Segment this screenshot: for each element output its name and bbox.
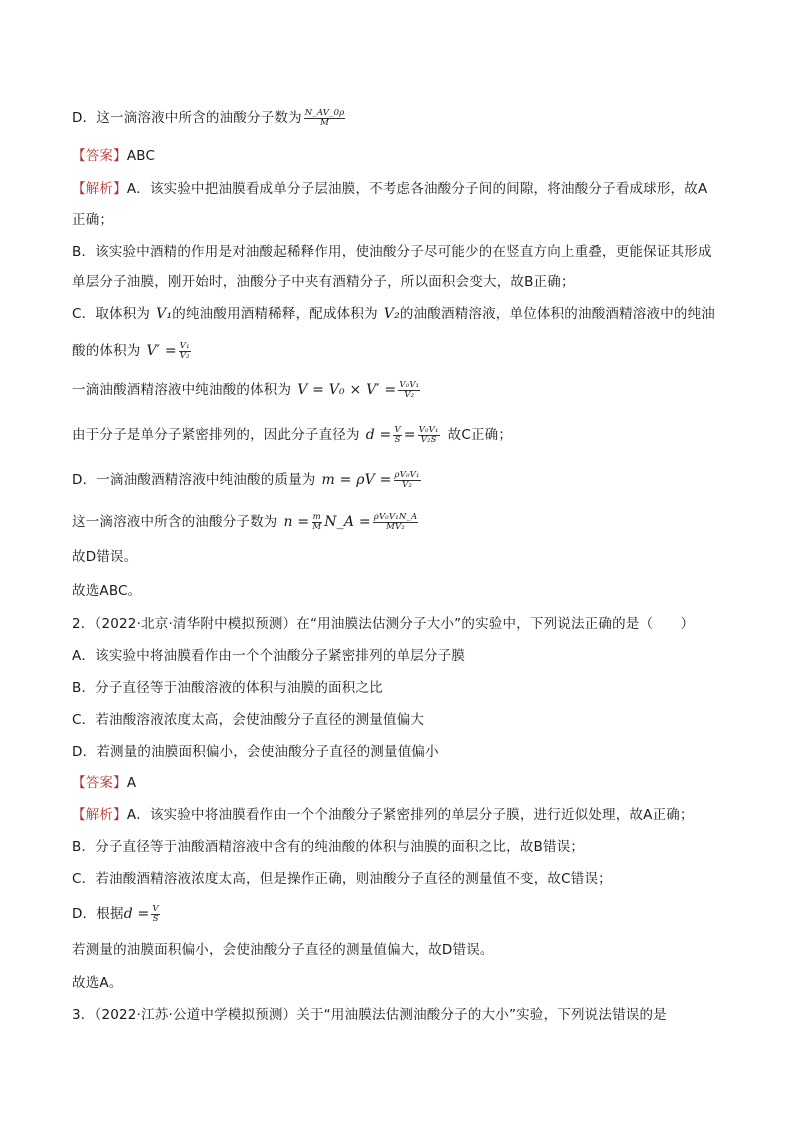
q2-analysis-b: B．分子直径等于油酸酒精溶液中含有的纯油酸的体积与油膜的面积之比，故B错误； (72, 839, 585, 855)
math-fraction: $\frac{V}{S}$ (394, 424, 401, 445)
q1-analysis-c-line2: 酸的体积为 V′ = $\frac{\text{V₁}}{\text{V₂}}$ (72, 340, 190, 361)
math-expression: n = (283, 514, 310, 530)
analysis-tag: 【解析】 (72, 181, 127, 197)
q1-option-d (72, 108, 347, 128)
q1-conclusion: 故选ABC。 (72, 583, 142, 599)
math-v1: V₁ (156, 306, 173, 322)
q1-answer (72, 146, 155, 166)
q1-option-d-fraction: $\frac{N\_AV\_0\rho}{M}$ (304, 107, 345, 128)
q2-analysis-a: 【解析】A．该实验中将油膜看作由一个个油酸分子紧密排列的单层分子膜，进行近似处理，故A正确； (72, 807, 694, 823)
math-fraction: $\frac{V}{S}$ (152, 903, 159, 924)
q1-analysis-d-line2: 这一滴溶液中所含的油酸分子数为 n = $\frac{m}{M}$ N_A = $\frac{\text{ρV₀V₁N\_A}}{\text{MV₂}}$ (72, 511, 418, 532)
math-fraction: $\frac{\text{V₀V₁}}{\text{V₂S}}$ (418, 424, 439, 445)
math-fraction: $\frac{m}{M}$ (312, 511, 322, 532)
math-fraction: $\frac{\text{V₀V₁}}{\text{V₂}}$ (399, 379, 420, 400)
q2-answer (72, 773, 136, 793)
q3-stem: 3．（2022·江苏·公道中学模拟预测）关于“用油膜法估测油酸分子的大小”实验，下列说法错误的是 (72, 1007, 667, 1023)
math-expression: V′ = (146, 343, 177, 359)
q1-analysis-b-line1: B．该实验中酒精的作用是对油酸起稀释作用，使油酸分子尽可能少的在竖直方向上重叠，更能保证其形成 (72, 244, 712, 260)
math-fraction: $\frac{\text{V₁}}{\text{V₂}}$ (179, 340, 190, 361)
q1-analysis-d-line3: 故D错误。 (72, 549, 138, 565)
q1-analysis-d-line1: D．一滴油酸酒精溶液中纯油酸的质量为 m = ρV = $\frac{\text{ρV₀V₁}}{\text{V₂}}$ (72, 469, 420, 490)
q1-analysis-b-line2: 单层分子油膜，刚开始时，油酸分子中夹有酒精分子，所以面积会变大，故B正确； (72, 274, 575, 290)
math-fraction: $\frac{\text{ρV₀V₁}}{\text{V₂}}$ (394, 469, 420, 490)
q2-option-c: C．若油酸溶液浓度太高，会使油酸分子直径的测量值偏大 (72, 712, 425, 728)
q2-conclusion: 故选A。 (72, 975, 123, 991)
math-expression: V = V₀ × V′ = (297, 382, 397, 398)
math-expression: d = (365, 427, 392, 443)
math-expression: d = (123, 906, 150, 922)
math-expression: m = ρV = (321, 472, 392, 488)
q1-analysis-c-line1: C．取体积为 V₁的纯油酸用酒精稀释，配成体积为 V₂的油酸酒精溶液，单位体积的油酸酒精溶液中的纯油 (72, 306, 715, 322)
q1-analysis-c-line4: 由于分子是单分子紧密排列的，因此分子直径为 d = $\frac{V}{S}$ = $\frac{\text{V₀V₁}}{\text{V₂S}}$ 故C正确； (72, 424, 513, 445)
math-fraction: $\frac{\text{ρV₀V₁N\_A}}{\text{MV₂}}$ (373, 511, 418, 532)
q2-analysis-c: C．若油酸酒精溶液浓度太高，但是操作正确，则油酸分子直径的测量值不变，故C错误； (72, 871, 612, 887)
q2-option-d: D．若测量的油膜面积偏小，会使油酸分子直径的测量值偏小 (72, 744, 439, 760)
q2-analysis-d: D．根据d = $\frac{V}{S}$ (72, 903, 159, 924)
q2-option-a: A．该实验中将油膜看作由一个个油酸分子紧密排列的单层分子膜 (72, 648, 466, 664)
analysis-tag: 【解析】 (72, 807, 127, 823)
math-v2: V₂ (383, 306, 400, 322)
answer-value: A (126, 775, 137, 791)
q2-option-b: B．分子直径等于油酸溶液的体积与油膜的面积之比 (72, 680, 383, 696)
q2-analysis-d-line2: 若测量的油膜面积偏小，会使油酸分子直径的测量值偏大，故D错误。 (72, 942, 494, 958)
q1-analysis-a-line1: 【解析】A．该实验中把油膜看成单分子层油膜，不考虑各油酸分子间的间隙，将油酸分子看成球形，故A (72, 181, 708, 197)
q2-stem: 2．（2022·北京·清华附中模拟预测）在“用油膜法估测分子大小”的实验中，下列说法正确的是（ ） (72, 616, 695, 632)
q1-option-d-text: D．这一滴溶液中所含的油酸分子数为 (72, 110, 302, 126)
q1-analysis-a-line2: 正确； (72, 212, 114, 228)
q1-analysis-c-line3: 一滴油酸酒精溶液中纯油酸的体积为 V = V₀ × V′ = $\frac{\text{V₀V₁}}{\text{V₂}}$ (72, 379, 420, 400)
answer-tag: 【答案】 (72, 775, 127, 791)
answer-value: ABC (126, 148, 156, 164)
answer-tag: 【答案】 (72, 148, 127, 164)
